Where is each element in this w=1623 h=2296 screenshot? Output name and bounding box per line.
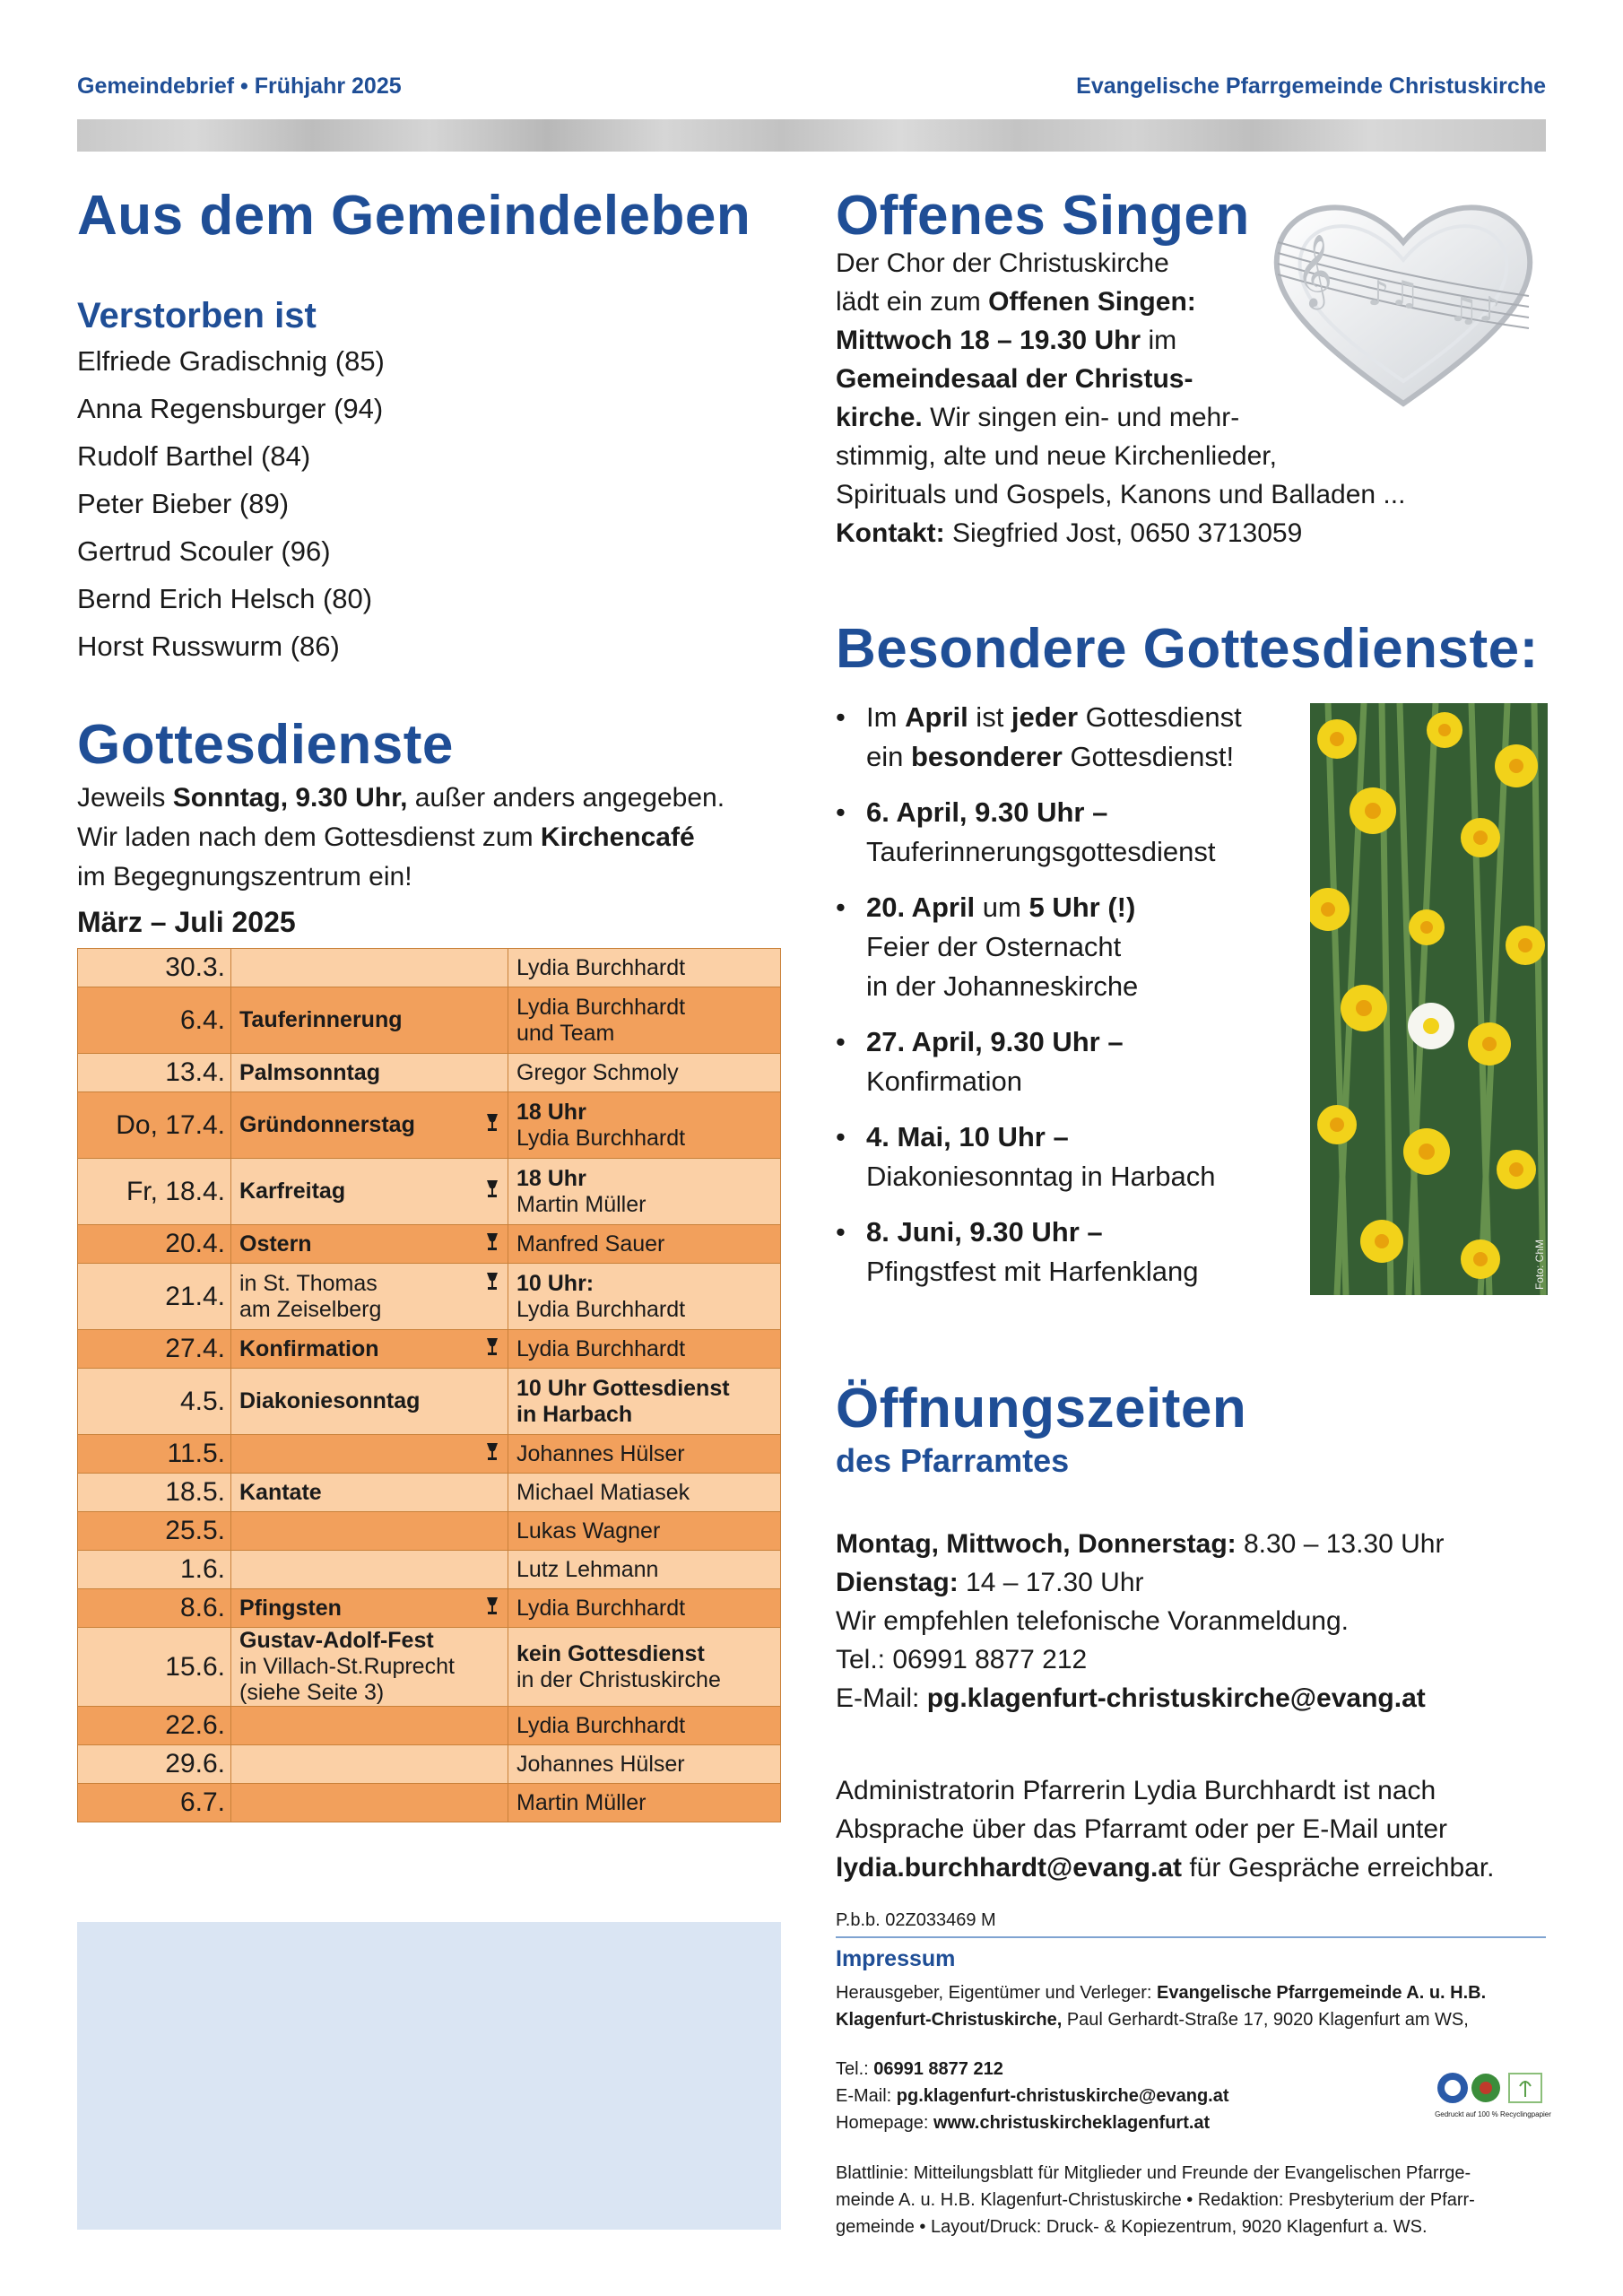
oeffnung-text — [836, 1525, 1553, 1718]
singen-line: im — [1141, 326, 1177, 355]
impressum-text: Tel.: — [836, 2059, 874, 2079]
service-pastor: und Team — [516, 1020, 615, 1046]
table-row — [78, 1225, 781, 1264]
admin-line: für Gespräche erreichbar. — [1182, 1853, 1495, 1883]
phone-text: Tel.: 06991 8877 212 — [836, 1645, 1088, 1674]
email-label: E-Mail: — [836, 1683, 927, 1713]
table-row — [78, 1551, 781, 1589]
service-pastor: Lydia Burchhardt — [516, 1296, 686, 1322]
stained-glass-banner — [77, 119, 1546, 152]
service-pastor: Martin Müller — [516, 1191, 647, 1217]
item-bold: jeder — [1011, 701, 1079, 733]
deceased-item: Bernd Erich Helsch (80) — [77, 583, 373, 614]
service-pastor-cell — [508, 1225, 781, 1264]
service-date: 25.5. — [78, 1512, 231, 1551]
singen-bold: Offenen Singen: — [988, 287, 1196, 317]
service-date: 22.6. — [78, 1707, 231, 1745]
service-pastor-cell — [508, 1369, 781, 1435]
besondere-title: Besondere Gottesdienste: — [836, 618, 1539, 680]
service-date: 1.6. — [78, 1551, 231, 1589]
impressum-bold: 06991 8877 212 — [873, 2059, 1003, 2079]
service-pastor: Lydia Burchhardt — [516, 994, 686, 1020]
singen-title: Offenes Singen — [836, 185, 1250, 247]
service-pastor: 18 Uhr — [516, 1099, 586, 1125]
service-name: am Zeiselberg — [239, 1296, 382, 1322]
chalice-icon — [485, 1231, 499, 1257]
administrator-text — [836, 1771, 1553, 1887]
service-pastor-cell — [508, 949, 781, 987]
service-name: in Villach-St.Ruprecht — [239, 1654, 455, 1679]
item-text: Diakoniesonntag in Harbach — [866, 1161, 1216, 1192]
singen-text — [836, 244, 1544, 552]
singen-line: Wir singen ein- und mehr- — [922, 403, 1240, 432]
table-row — [78, 1474, 781, 1512]
service-pastor: Lydia Burchhardt — [516, 1335, 686, 1361]
service-name: Kantate — [239, 1479, 322, 1505]
item-bold: 6. April, 9.30 Uhr – — [866, 796, 1108, 828]
chalice-icon — [485, 1596, 499, 1621]
besondere-item — [836, 888, 1302, 1006]
item-bold: 27. April, 9.30 Uhr – — [866, 1026, 1124, 1057]
service-name: Tauferinnerung — [239, 1007, 403, 1032]
service-pastor: Lydia Burchhardt — [516, 1712, 686, 1738]
service-pastor: Manfred Sauer — [516, 1231, 665, 1257]
item-text: Konfirmation — [866, 1065, 1023, 1097]
hours-bold: Dienstag: — [836, 1568, 959, 1597]
deceased-list — [77, 337, 385, 670]
chalice-icon — [485, 1336, 499, 1361]
item-text: Im — [866, 701, 906, 733]
service-name-cell — [231, 1745, 508, 1784]
item-text: Pfingstfest mit Harfenklang — [866, 1256, 1199, 1287]
item-text: ist — [968, 701, 1011, 733]
service-pastor-cell — [508, 1551, 781, 1589]
svg-text:♫♪: ♫♪ — [1448, 290, 1501, 329]
service-date: Do, 17.4. — [78, 1092, 231, 1159]
singen-line: Der Chor der Christuskirche — [836, 248, 1169, 278]
besondere-item — [836, 1118, 1302, 1196]
service-pastor-cell — [508, 1159, 781, 1225]
service-name: in St. Thomas — [239, 1270, 378, 1296]
admin-email-link[interactable]: lydia.burchhardt@evang.at — [836, 1853, 1183, 1883]
gottesdienste-intro — [77, 778, 785, 897]
chalice-icon — [485, 1441, 499, 1466]
intro-text: außer anders angegeben. — [407, 783, 725, 813]
service-date: 6.7. — [78, 1784, 231, 1822]
singen-line: lädt ein zum — [836, 287, 989, 317]
item-text: ein — [866, 741, 911, 772]
eco-label-icons — [1435, 2070, 1551, 2124]
service-pastor-cell — [508, 1784, 781, 1822]
blattlinie-line: gemeinde • Layout/Druck: Druck- & Kopiezentrum, 9020 Klagenfurt a. WS. — [836, 2217, 1428, 2237]
table-row — [78, 1369, 781, 1435]
impressum-text: E-Mail: — [836, 2086, 897, 2106]
deceased-item: Gertrud Scouler (96) — [77, 535, 331, 567]
impressum-homepage-link[interactable]: www.christuskircheklagenfurt.at — [933, 2113, 1211, 2133]
impressum-divider — [836, 1936, 1546, 1938]
service-name-cell — [231, 1330, 508, 1369]
item-text: Tauferinnerungsgottesdienst — [866, 836, 1216, 867]
chalice-icon — [485, 1271, 499, 1296]
admin-line: Absprache über das Pfarramt oder per E-Mail unter — [836, 1814, 1447, 1844]
service-name-cell — [231, 1512, 508, 1551]
impressum-bold: Klagenfurt-Christuskirche, — [836, 2010, 1063, 2030]
besondere-item — [836, 1022, 1302, 1101]
service-pastor-cell — [508, 1092, 781, 1159]
service-name-cell — [231, 1435, 508, 1474]
blattlinie-line: meinde A. u. H.B. Klagenfurt-Christuskirche • Redaktion: Presbyterium der Pfarr- — [836, 2190, 1475, 2210]
header-left: Gemeindebrief • Frühjahr 2025 — [77, 74, 402, 99]
intro-bold: Kirchencafé — [540, 822, 695, 852]
deceased-item: Anna Regensburger (94) — [77, 393, 384, 424]
service-name-cell — [231, 987, 508, 1054]
service-pastor-cell — [508, 1474, 781, 1512]
impressum-text: Homepage: — [836, 2113, 933, 2133]
singen-bold: Gemeindesaal der Christus- — [836, 364, 1193, 394]
item-bold: 8. Juni, 9.30 Uhr – — [866, 1216, 1103, 1248]
item-bold: 5 Uhr (!) — [1028, 891, 1136, 923]
service-name-cell — [231, 1159, 508, 1225]
impressum-email-link[interactable]: pg.klagenfurt-christuskirche@evang.at — [896, 2086, 1229, 2106]
pbb-number: P.b.b. 02Z033469 M — [836, 1910, 996, 1930]
table-row — [78, 1054, 781, 1092]
service-date: Fr, 18.4. — [78, 1159, 231, 1225]
service-name: Pfingsten — [239, 1595, 342, 1621]
besondere-item — [836, 1213, 1302, 1292]
service-date: 27.4. — [78, 1330, 231, 1369]
service-date: 30.3. — [78, 949, 231, 987]
service-pastor-cell — [508, 987, 781, 1054]
service-pastor: Lukas Wagner — [516, 1518, 661, 1544]
intro-text: Wir laden nach dem Gottesdienst zum — [77, 822, 541, 852]
item-text: in der Johanneskirche — [866, 970, 1139, 1002]
service-pastor-cell — [508, 1628, 781, 1707]
service-date: 29.6. — [78, 1745, 231, 1784]
item-text: Gottesdienst — [1078, 701, 1242, 733]
service-name-cell — [231, 1054, 508, 1092]
blattlinie-line: Blattlinie: Mitteilungsblatt für Mitglieder und Freunde der Evangelischen Pfarrge- — [836, 2163, 1471, 2183]
daffodil-photo — [1310, 703, 1548, 1295]
table-row — [78, 1784, 781, 1822]
service-pastor: Lydia Burchhardt — [516, 1125, 686, 1151]
hours-text: 8.30 – 13.30 Uhr — [1236, 1529, 1445, 1559]
service-name: Diakoniesonntag — [239, 1388, 421, 1413]
table-row — [78, 1092, 781, 1159]
service-name: Konfirmation — [239, 1335, 379, 1361]
service-name-cell — [231, 949, 508, 987]
item-text: um — [975, 891, 1029, 923]
service-date: 11.5. — [78, 1435, 231, 1474]
service-name-cell — [231, 1707, 508, 1745]
service-pastor-cell — [508, 1512, 781, 1551]
singen-bold: Mittwoch 18 – 19.30 Uhr — [836, 326, 1141, 355]
item-text: Feier der Osternacht — [866, 931, 1122, 962]
service-pastor-cell — [508, 1745, 781, 1784]
service-pastor-cell — [508, 1707, 781, 1745]
service-pastor: Michael Matiasek — [516, 1479, 690, 1505]
singen-line: stimmig, alte und neue Kirchenlieder, — [836, 441, 1277, 471]
table-row — [78, 1707, 781, 1745]
impressum-contact — [836, 2056, 1229, 2136]
service-date: 4.5. — [78, 1369, 231, 1435]
deceased-item: Peter Bieber (89) — [77, 488, 290, 519]
service-date: 15.6. — [78, 1628, 231, 1707]
deceased-item: Rudolf Barthel (84) — [77, 440, 311, 472]
service-pastor: Johannes Hülser — [516, 1751, 685, 1777]
item-text: Gottesdienst! — [1062, 741, 1235, 772]
service-name-cell — [231, 1628, 508, 1707]
impressum-publisher — [836, 1979, 1546, 2033]
photo-credit: Foto: ChM — [1533, 1239, 1546, 1290]
service-name-cell — [231, 1225, 508, 1264]
table-row — [78, 987, 781, 1054]
service-name: Ostern — [239, 1231, 312, 1257]
service-pastor: Gregor Schmoly — [516, 1059, 679, 1085]
hours-bold: Montag, Mittwoch, Donnerstag: — [836, 1529, 1237, 1559]
service-name-cell — [231, 1369, 508, 1435]
svg-text:𝄞: 𝄞 — [1296, 233, 1333, 307]
table-row — [78, 949, 781, 987]
svg-text:♪♫: ♪♫ — [1367, 274, 1420, 313]
service-pastor-cell — [508, 1264, 781, 1330]
table-row — [78, 1435, 781, 1474]
service-date: 13.4. — [78, 1054, 231, 1092]
service-pastor: 10 Uhr: — [516, 1270, 595, 1296]
singen-line: Spirituals und Gospels, Kanons und Balladen ... — [836, 480, 1406, 509]
email-link[interactable]: pg.klagenfurt-christuskirche@evang.at — [926, 1683, 1426, 1713]
service-date: 8.6. — [78, 1589, 231, 1628]
besondere-list — [836, 698, 1302, 1308]
service-pastor-cell — [508, 1054, 781, 1092]
service-name-cell — [231, 1589, 508, 1628]
service-date: 18.5. — [78, 1474, 231, 1512]
service-name-cell — [231, 1551, 508, 1589]
deceased-item: Elfriede Gradischnig (85) — [77, 345, 385, 377]
service-pastor: 10 Uhr Gottesdienst — [516, 1375, 730, 1401]
service-pastor: Johannes Hülser — [516, 1440, 685, 1466]
table-row — [78, 1628, 781, 1707]
service-pastor: Martin Müller — [516, 1789, 647, 1815]
blue-placeholder-box — [77, 1922, 781, 2230]
singen-bold: kirche. — [836, 403, 923, 432]
service-name: Gründonnerstag — [239, 1112, 415, 1137]
header-right: Evangelische Pfarrgemeinde Christuskirche — [1076, 74, 1546, 99]
blattlinie — [836, 2160, 1553, 2240]
service-name: (siehe Seite 3) — [239, 1680, 385, 1705]
oeffnung-title: Öffnungszeiten — [836, 1378, 1247, 1439]
table-row — [78, 1330, 781, 1369]
period-heading: März – Juli 2025 — [77, 906, 296, 938]
service-name-cell — [231, 1784, 508, 1822]
besondere-item — [836, 793, 1302, 872]
service-date: 20.4. — [78, 1225, 231, 1264]
item-bold: April — [905, 701, 968, 733]
intro-text: Jeweils — [77, 783, 173, 813]
service-date: 6.4. — [78, 987, 231, 1054]
service-name-cell — [231, 1092, 508, 1159]
service-table — [77, 948, 781, 1822]
intro-bold: Sonntag, 9.30 Uhr, — [172, 783, 408, 813]
gottesdienste-title: Gottesdienste — [77, 714, 454, 776]
service-name-cell — [231, 1474, 508, 1512]
eco-label-text: Gedruckt auf 100 % Recyclingpapier — [1435, 2110, 1551, 2118]
deceased-item: Horst Russwurm (86) — [77, 631, 340, 662]
service-pastor: 18 Uhr — [516, 1165, 586, 1191]
service-pastor-cell — [508, 1330, 781, 1369]
admin-line: Administratorin Pfarrerin Lydia Burchhardt ist nach — [836, 1776, 1436, 1805]
service-pastor: kein Gottesdienst — [516, 1640, 705, 1666]
impressum-text: Paul Gerhardt-Straße 17, 9020 Klagenfurt am WS, — [1062, 2010, 1469, 2030]
chalice-icon — [485, 1112, 499, 1137]
item-bold: 4. Mai, 10 Uhr – — [866, 1121, 1069, 1152]
service-date: 21.4. — [78, 1264, 231, 1330]
deceased-heading: Verstorben ist — [77, 296, 317, 335]
table-row — [78, 1264, 781, 1330]
service-pastor: in der Christuskirche — [516, 1666, 721, 1692]
singen-bold: Kontakt: — [836, 518, 945, 548]
item-bold: besonderer — [910, 741, 1063, 772]
item-bold: 20. April — [866, 891, 976, 923]
service-pastor: Lydia Burchhardt — [516, 954, 686, 980]
service-pastor: in Harbach — [516, 1401, 633, 1427]
intro-text: im Begegnungszentrum ein! — [77, 862, 412, 891]
besondere-item — [836, 698, 1302, 777]
service-pastor: Lydia Burchhardt — [516, 1595, 686, 1621]
service-pastor-cell — [508, 1435, 781, 1474]
oeffnung-subtitle: des Pfarramtes — [836, 1442, 1070, 1479]
service-name-cell — [231, 1264, 508, 1330]
hours-text: Wir empfehlen telefonische Voranmeldung. — [836, 1606, 1349, 1636]
singen-line: Siegfried Jost, 0650 3713059 — [944, 518, 1303, 548]
gemeindeleben-title: Aus dem Gemeindeleben — [77, 185, 751, 247]
hours-text: 14 – 17.30 Uhr — [958, 1568, 1144, 1597]
table-row — [78, 1745, 781, 1784]
chalice-icon — [485, 1178, 499, 1204]
service-name: Karfreitag — [239, 1178, 346, 1204]
service-pastor-cell — [508, 1589, 781, 1628]
table-row — [78, 1159, 781, 1225]
impressum-bold: Evangelische Pfarrgemeinde A. u. H.B. — [1157, 1983, 1487, 2003]
impressum-title: Impressum — [836, 1946, 956, 1971]
impressum-text: Herausgeber, Eigentümer und Verleger: — [836, 1983, 1157, 2003]
service-pastor: Lutz Lehmann — [516, 1556, 659, 1582]
service-name: Gustav-Adolf-Fest — [239, 1628, 434, 1653]
table-row — [78, 1512, 781, 1551]
service-name: Palmsonntag — [239, 1059, 380, 1085]
table-row — [78, 1589, 781, 1628]
